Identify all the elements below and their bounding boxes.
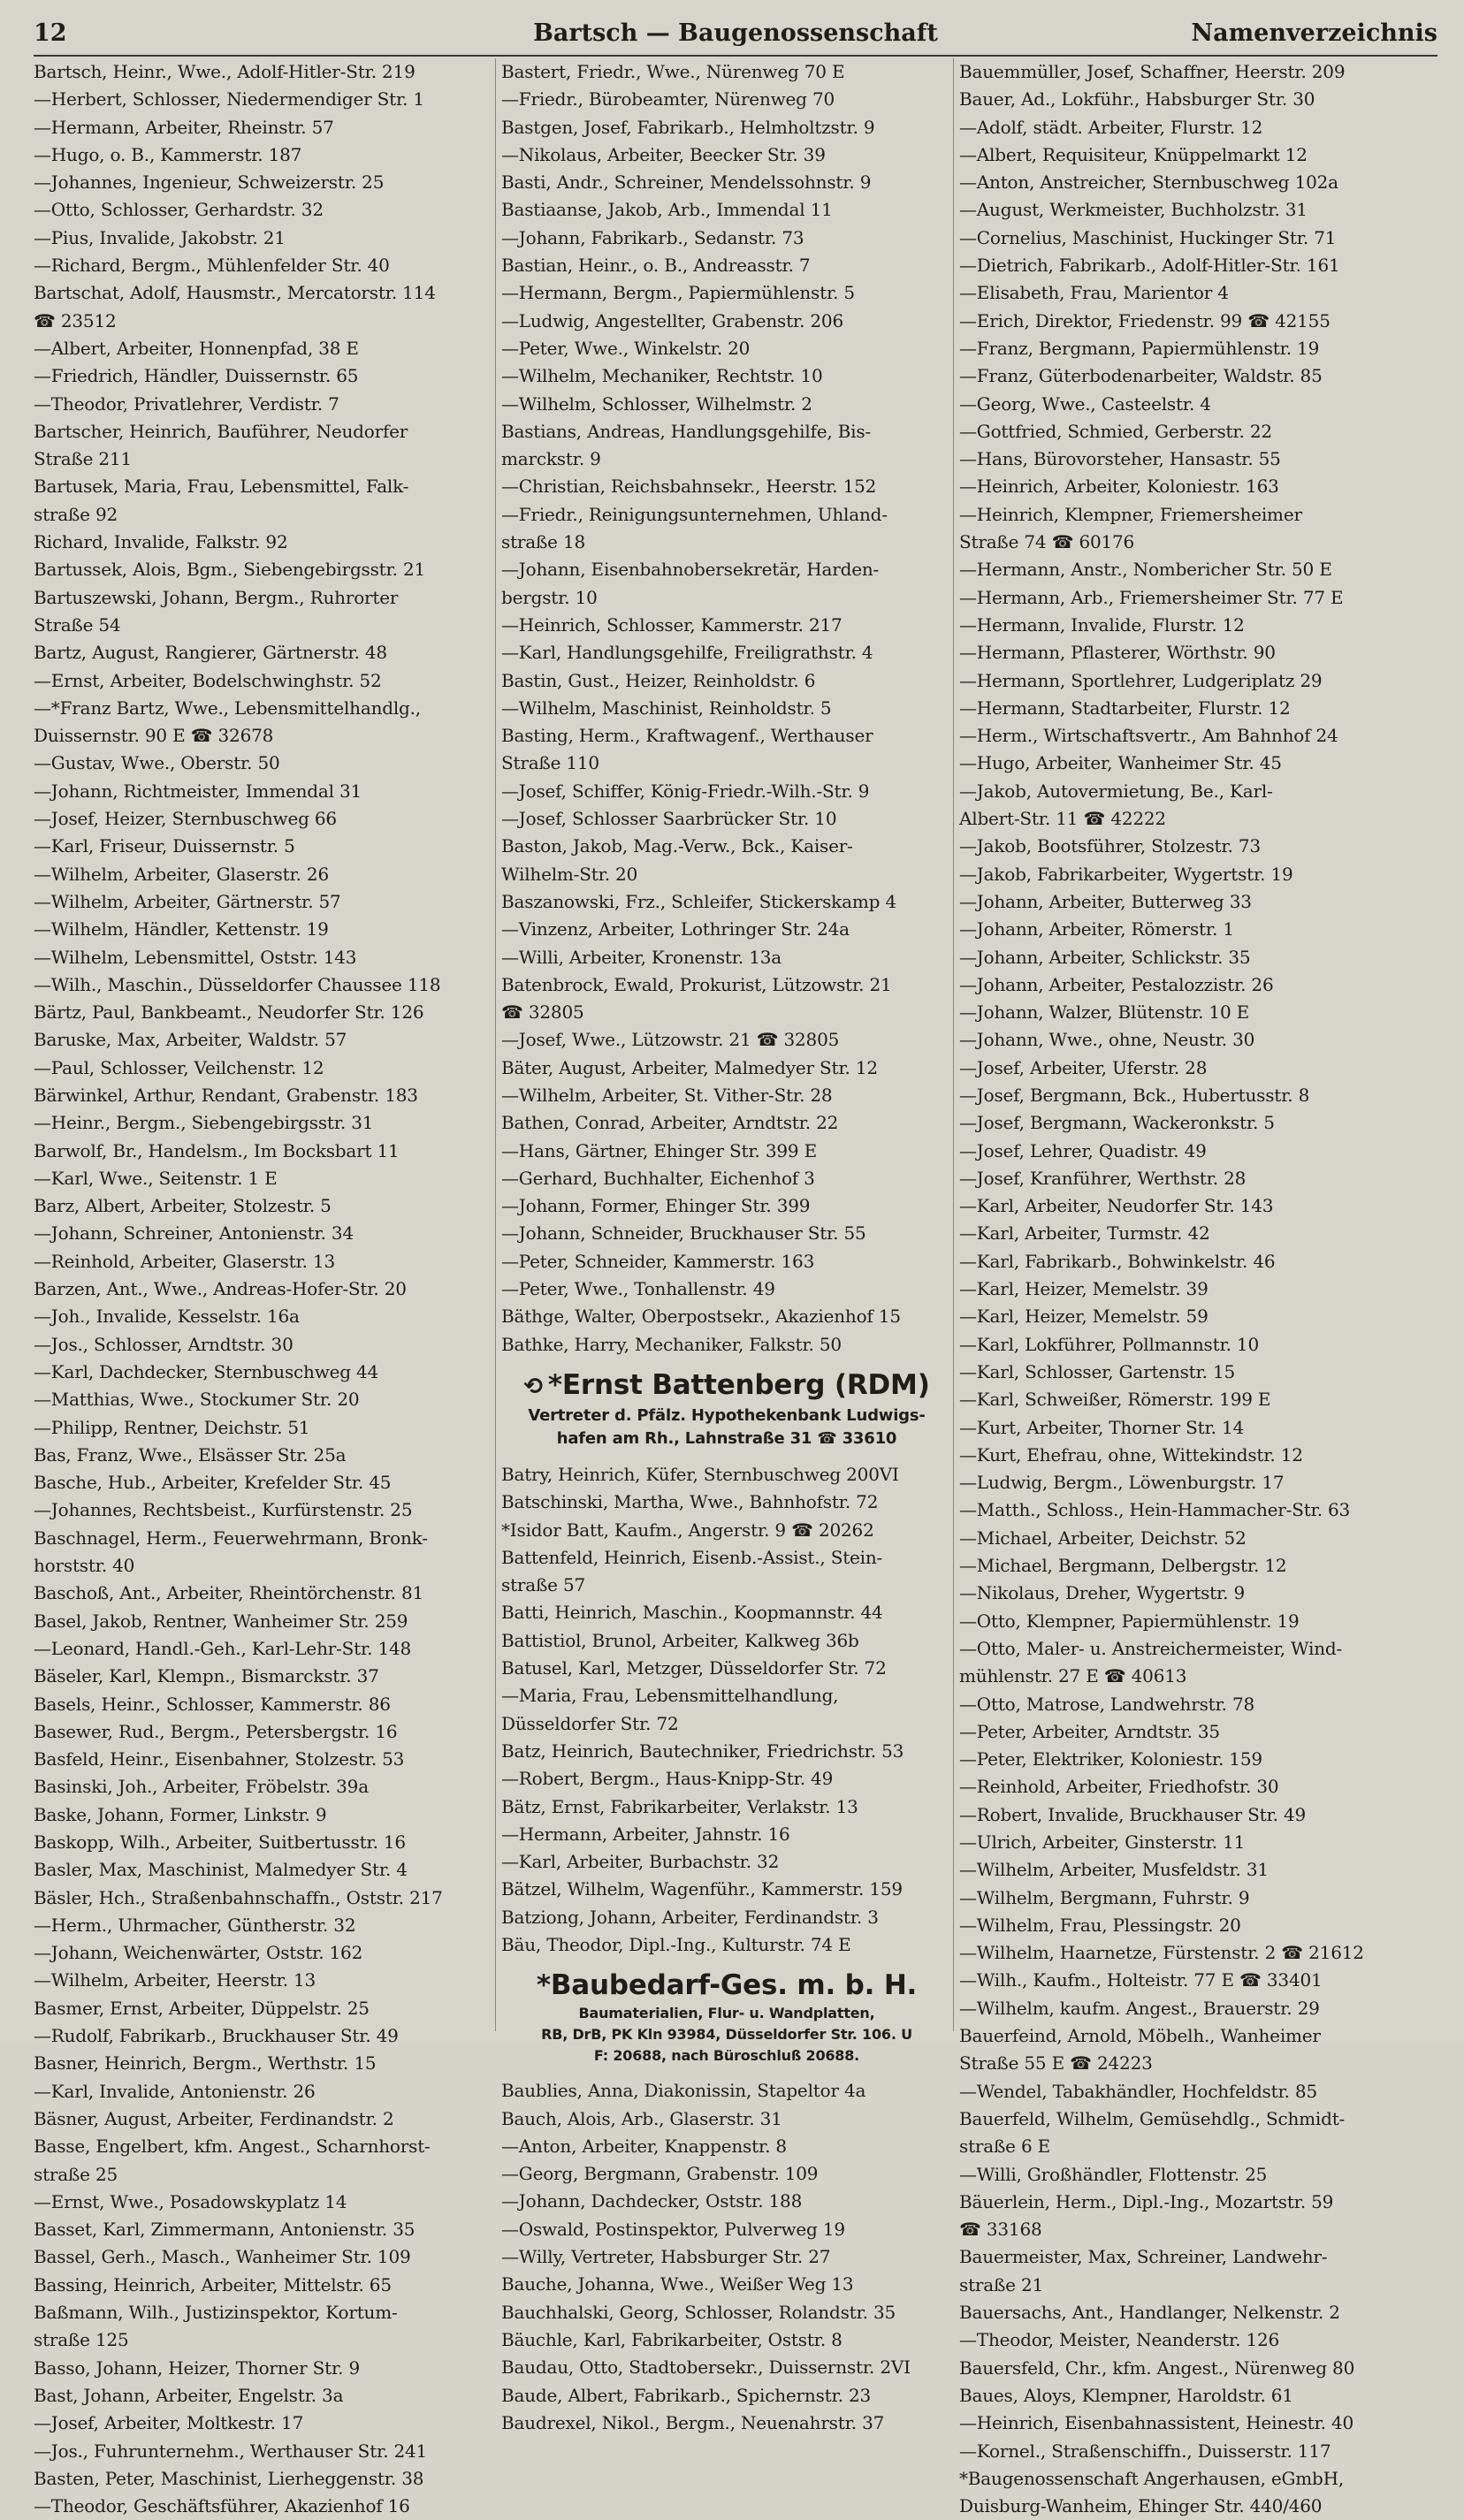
directory-entry: Bärtz, Paul, Bankbeamt., Neudorfer Str. 126 bbox=[34, 1001, 424, 1024]
directory-entry: —Friedrich, Händler, Duissernstr. 65 bbox=[34, 365, 359, 387]
directory-entry: mühlenstr. 27 E ☎ 40613 bbox=[959, 1665, 1187, 1687]
directory-entry: —Wilhelm, Schlosser, Wilhelmstr. 2 bbox=[501, 392, 812, 415]
directory-entry: —Karl, Schweißer, Römerstr. 199 E bbox=[959, 1389, 1271, 1411]
directory-entry: marckstr. 9 bbox=[501, 448, 601, 470]
directory-entry: —Kurt, Ehefrau, ohne, Wittekindstr. 12 bbox=[959, 1443, 1303, 1466]
directory-entry: Albert-Str. 11 ☎ 42222 bbox=[959, 808, 1166, 830]
directory-entry: Bäu, Theodor, Dipl.-Ing., Kulturstr. 74 E bbox=[501, 1934, 851, 1955]
directory-entry: Bäter, August, Arbeiter, Malmedyer Str. 12 bbox=[501, 1056, 878, 1078]
directory-entry: Bathen, Conrad, Arbeiter, Arndtstr. 22 bbox=[501, 1112, 839, 1134]
directory-entry: —Gustav, Wwe., Oberstr. 50 bbox=[34, 752, 280, 774]
directory-entry: straße 21 bbox=[959, 2273, 1043, 2295]
directory-entry: —Karl, Handlungsgehilfe, Freiligrathstr. 4 bbox=[501, 642, 873, 664]
directory-entry: —Herbert, Schlosser, Niedermendiger Str. 1 bbox=[34, 88, 424, 110]
directory-entry: —Karl, Heizer, Memelstr. 59 bbox=[959, 1306, 1209, 1328]
directory-entry: —Wilhelm, Arbeiter, Musfeldstr. 31 bbox=[959, 1859, 1269, 1881]
directory-entry: —Peter, Wwe., Winkelstr. 20 bbox=[501, 337, 751, 359]
directory-entry: Baszanowski, Frz., Schleifer, Stickerskamp 4 bbox=[501, 890, 896, 912]
directory-entry: —Pius, Invalide, Jakobstr. 21 bbox=[34, 226, 286, 248]
directory-entry: Barwolf, Br., Handelsm., Im Bocksbart 11 bbox=[34, 1139, 400, 1161]
directory-entry: Basse, Engelbert, kfm. Angest., Scharnhorst- bbox=[34, 2136, 431, 2158]
directory-entry: —Ludwig, Bergm., Löwenburgstr. 17 bbox=[959, 1472, 1285, 1494]
directory-entry: —Cornelius, Maschinist, Huckinger Str. 71 bbox=[959, 226, 1337, 248]
directory-entry: —Georg, Wwe., Casteelstr. 4 bbox=[959, 392, 1211, 415]
directory-entry: —Karl, Arbeiter, Burbachstr. 32 bbox=[501, 1851, 780, 1873]
directory-entry: —Maria, Frau, Lebensmittelhandlung, bbox=[501, 1685, 839, 1707]
directory-entry: —Nikolaus, Arbeiter, Beecker Str. 39 bbox=[501, 143, 826, 165]
directory-entry: —Heinrich, Arbeiter, Koloniestr. 163 bbox=[959, 476, 1279, 498]
directory-entry: —Wilhelm, Arbeiter, Gärtnerstr. 57 bbox=[34, 890, 341, 912]
directory-entry: Baublies, Anna, Diakonissin, Stapeltor 4a bbox=[501, 2080, 866, 2102]
page-title: Bartsch — Baugenossenschaft bbox=[533, 19, 938, 47]
directory-entry: —Adolf, städt. Arbeiter, Flurstr. 12 bbox=[959, 116, 1263, 138]
ad-line: F: 20688, nach Büroschluß 20688. bbox=[593, 2047, 860, 2065]
directory-entry: Bastian, Heinr., o. B., Andreasstr. 7 bbox=[501, 255, 811, 277]
directory-entry: —Herm., Uhrmacher, Güntherstr. 32 bbox=[34, 1914, 356, 1936]
directory-entry: Batz, Heinrich, Bautechniker, Friedrichstr. 53 bbox=[501, 1740, 904, 1762]
directory-entry: —Johann, Eisenbahnobersekretär, Harden- bbox=[501, 559, 880, 581]
directory-entry: —Peter, Elektriker, Koloniestr. 159 bbox=[959, 1748, 1262, 1770]
directory-entry: Baston, Jakob, Mag.-Verw., Bck., Kaiser- bbox=[501, 835, 853, 857]
directory-entry: —Hermann, Bergm., Papiermühlenstr. 5 bbox=[501, 282, 855, 304]
directory-entry: Basel, Jakob, Rentner, Wanheimer Str. 259 bbox=[34, 1610, 408, 1632]
directory-entry: —Hermann, Sportlehrer, Ludgeriplatz 29 bbox=[959, 669, 1323, 691]
directory-entry: ☎ 23512 bbox=[34, 309, 117, 331]
ad-line: Baumaterialien, Flur- u. Wandplatten, bbox=[578, 2005, 875, 2022]
directory-entry: —Karl, Arbeiter, Neudorfer Str. 143 bbox=[959, 1195, 1274, 1217]
directory-entry: Bastin, Gust., Heizer, Reinholdstr. 6 bbox=[501, 669, 816, 691]
directory-entry: —Christian, Reichsbahnsekr., Heerstr. 152 bbox=[501, 476, 877, 498]
directory-entry: —Reinhold, Arbeiter, Friedhofstr. 30 bbox=[959, 1776, 1279, 1798]
directory-entry: —Johann, Weichenwärter, Oststr. 162 bbox=[34, 1942, 363, 1964]
directory-entry: Bärwinkel, Arthur, Rendant, Grabenstr. 183 bbox=[34, 1084, 418, 1106]
directory-entry: —Josef, Wwe., Lützowstr. 21 ☎ 32805 bbox=[501, 1029, 840, 1051]
directory-entry: Bäuchle, Karl, Fabrikarbeiter, Oststr. 8 bbox=[501, 2328, 843, 2350]
directory-entry: —Johannes, Ingenieur, Schweizerstr. 25 bbox=[34, 171, 385, 194]
directory-entry: Straße 211 bbox=[34, 448, 132, 470]
directory-entry: Bathke, Harry, Mechaniker, Falkstr. 50 bbox=[501, 1333, 842, 1355]
directory-entry: —Wilhelm, Arbeiter, Heerstr. 13 bbox=[34, 1969, 316, 1991]
directory-entry: —Josef, Schiffer, König-Friedr.-Wilh.-Str. 9 bbox=[501, 780, 870, 802]
directory-entry: Baskopp, Wilh., Arbeiter, Suitbertusstr. 16 bbox=[34, 1831, 406, 1853]
advertisement-battenberg bbox=[501, 1367, 952, 1450]
directory-entry: —Otto, Maler- u. Anstreichermeister, Wind- bbox=[959, 1637, 1343, 1659]
directory-entry: —Josef, Lehrer, Quadistr. 49 bbox=[959, 1139, 1207, 1161]
directory-entry: —*Franz Bartz, Wwe., Lebensmittelhandlg., bbox=[34, 697, 421, 719]
page-number: 12 bbox=[34, 19, 67, 47]
directory-entry: Baschnagel, Herm., Feuerwehrmann, Bronk- bbox=[34, 1526, 428, 1549]
directory-entry: —Johann, Dachdecker, Oststr. 188 bbox=[501, 2190, 803, 2212]
directory-entry: —Wilhelm, Bergmann, Fuhrstr. 9 bbox=[959, 1886, 1250, 1908]
directory-entry: Bas, Franz, Wwe., Elsässer Str. 25a bbox=[34, 1443, 347, 1466]
directory-entry: —Robert, Bergm., Haus-Knipp-Str. 49 bbox=[501, 1768, 834, 1790]
directory-entry: —Willi, Großhändler, Flottenstr. 25 bbox=[959, 2163, 1268, 2185]
directory-entry: —Johann, Arbeiter, Butterweg 33 bbox=[959, 890, 1252, 912]
directory-entry: Basmer, Ernst, Arbeiter, Düppelstr. 25 bbox=[34, 1997, 370, 2019]
directory-entry: Battistiol, Brunol, Arbeiter, Kalkweg 36b bbox=[501, 1629, 859, 1651]
directory-entry: Basner, Heinrich, Bergm., Werthstr. 15 bbox=[34, 2052, 377, 2075]
directory-entry: Bäuerlein, Herm., Dipl.-Ing., Mozartstr. 59 bbox=[959, 2190, 1334, 2212]
directory-entry: —Hermann, Arb., Friemersheimer Str. 77 E bbox=[959, 586, 1344, 608]
directory-entry: —Hugo, o. B., Kammerstr. 187 bbox=[34, 143, 302, 165]
directory-entry: —Theodor, Privatlehrer, Verdistr. 7 bbox=[34, 392, 339, 415]
directory-entry: Bauermeister, Max, Schreiner, Landwehr- bbox=[959, 2246, 1328, 2268]
directory-entry: —Ulrich, Arbeiter, Ginsterstr. 11 bbox=[959, 1831, 1246, 1853]
directory-entry: —Kornel., Straßenschiffn., Duisserstr. 117 bbox=[959, 2440, 1331, 2462]
directory-entry: —Hermann, Invalide, Flurstr. 12 bbox=[959, 613, 1245, 636]
directory-entry: Barzen, Ant., Wwe., Andreas-Hofer-Str. 20 bbox=[34, 1278, 407, 1300]
directory-entry: Batenbrock, Ewald, Prokurist, Lützowstr. 21 bbox=[501, 973, 892, 995]
directory-entry: straße 57 bbox=[501, 1574, 585, 1596]
directory-entry: —Hans, Bürovorsteher, Hansastr. 55 bbox=[959, 448, 1281, 470]
directory-entry: Baßmann, Wilh., Justizinspektor, Kortum- bbox=[34, 2302, 398, 2324]
directory-entry: Bauerfeld, Wilhelm, Gemüsehdlg., Schmidt- bbox=[959, 2107, 1346, 2129]
directory-entry: Batschinski, Martha, Wwe., Bahnhofstr. 72 bbox=[501, 1491, 879, 1513]
directory-entry: —Theodor, Geschäftsführer, Akazienhof 16 bbox=[34, 2495, 410, 2517]
directory-entry: —Johannes, Rechtsbeist., Kurfürstenstr. 25 bbox=[34, 1499, 413, 1521]
directory-entry: —Willy, Vertreter, Habsburger Str. 27 bbox=[501, 2246, 831, 2268]
directory-entry: Bätz, Ernst, Fabrikarbeiter, Verlakstr. 13 bbox=[501, 1795, 858, 1817]
directory-entry: *Baugenossenschaft Angerhausen, eGmbH, bbox=[959, 2467, 1345, 2489]
directory-entry: Wilhelm-Str. 20 bbox=[501, 863, 638, 885]
ad-company-name: *Ernst Battenberg (RDM) bbox=[547, 1368, 930, 1401]
directory-entry: —Ernst, Arbeiter, Bodelschwinghstr. 52 bbox=[34, 669, 382, 691]
directory-entry: —Michael, Bergmann, Delbergstr. 12 bbox=[959, 1555, 1287, 1577]
column-2-top-entries bbox=[501, 58, 952, 1359]
directory-entry: Bassel, Gerh., Masch., Wanheimer Str. 109 bbox=[34, 2246, 411, 2268]
directory-entry: —Josef, Bergmann, Wackeronkstr. 5 bbox=[959, 1112, 1275, 1134]
directory-entry: —Rudolf, Fabrikarb., Bruckhauser Str. 49 bbox=[34, 2025, 399, 2047]
directory-entry: Bassing, Heinrich, Arbeiter, Mittelstr. 65 bbox=[34, 2273, 392, 2295]
directory-entry: Bartuszewski, Johann, Bergm., Ruhrorter bbox=[34, 586, 399, 608]
directory-entry: —Johann, Wwe., ohne, Neustr. 30 bbox=[959, 1029, 1255, 1051]
directory-entry: —Friedr., Reinigungsunternehmen, Uhland- bbox=[501, 503, 888, 525]
directory-entry: —Karl, Lokführer, Pollmannstr. 10 bbox=[959, 1333, 1259, 1355]
directory-entry: —Wilhelm, Arbeiter, St. Vither-Str. 28 bbox=[501, 1084, 833, 1106]
directory-entry: —Hermann, Arbeiter, Jahnstr. 16 bbox=[501, 1823, 790, 1845]
directory-entry: Bauchhalski, Georg, Schlosser, Rolandstr. 35 bbox=[501, 2301, 896, 2323]
directory-entry: straße 6 E bbox=[959, 2136, 1051, 2158]
directory-entry: —Wilhelm, kaufm. Angest., Brauerstr. 29 bbox=[959, 1997, 1320, 2019]
directory-entry: —Johann, Schneider, Bruckhauser Str. 55 bbox=[501, 1222, 866, 1245]
directory-entry: Bauer, Ad., Lokführ., Habsburger Str. 30 bbox=[959, 88, 1315, 110]
directory-entry: —Johann, Former, Ehinger Str. 399 bbox=[501, 1195, 811, 1217]
directory-entry: Basinski, Joh., Arbeiter, Fröbelstr. 39a bbox=[34, 1776, 369, 1798]
directory-entry: Baues, Aloys, Klempner, Haroldstr. 61 bbox=[959, 2384, 1293, 2406]
directory-entry: —Oswald, Postinspektor, Pulverweg 19 bbox=[501, 2218, 845, 2240]
directory-entry: —Gottfried, Schmied, Gerberstr. 22 bbox=[959, 420, 1272, 442]
directory-entry: —Jakob, Autovermietung, Be., Karl- bbox=[959, 780, 1273, 802]
directory-entry: —Johann, Walzer, Blütenstr. 10 E bbox=[959, 1001, 1250, 1024]
directory-entry: —Leonard, Handl.-Geh., Karl-Lehr-Str. 148 bbox=[34, 1637, 412, 1659]
directory-entry: —Hermann, Anstr., Nomberіcher Str. 50 E bbox=[959, 559, 1332, 581]
directory-entry: —Heinrich, Klempner, Friemersheimer bbox=[959, 503, 1302, 525]
directory-entry: —Ludwig, Angestellter, Grabenstr. 206 bbox=[501, 309, 843, 331]
directory-entry: Basler, Max, Maschinist, Malmedyer Str. 4 bbox=[34, 1859, 408, 1881]
directory-entry: Basche, Hub., Arbeiter, Krefelder Str. 45 bbox=[34, 1472, 392, 1494]
directory-entry: Duisburg-Wanheim, Ehinger Str. 440/460 bbox=[959, 2495, 1323, 2517]
advertisement-baubedarf bbox=[501, 1968, 952, 2067]
directory-entry: Basso, Johann, Heizer, Thorner Str. 9 bbox=[34, 2356, 360, 2379]
ad-line: RB, DrB, PK Kln 93984, Düsseldorfer Str. 106. U bbox=[541, 2026, 912, 2044]
directory-entry: —Friedr., Bürobeamter, Nürenweg 70 bbox=[501, 88, 835, 110]
directory-entry: —Erich, Direktor, Friedenstr. 99 ☎ 42155 bbox=[959, 309, 1331, 331]
directory-entry: —Wilhelm, Lebensmittel, Oststr. 143 bbox=[34, 946, 357, 968]
directory-entry: Baude, Albert, Fabrikarb., Spichernstr. 23 bbox=[501, 2384, 872, 2406]
directory-entry: Batti, Heinrich, Maschin., Koopmannstr. 44 bbox=[501, 1602, 883, 1624]
directory-entry: —Wilhelm, Arbeiter, Glaserstr. 26 bbox=[34, 863, 329, 885]
directory-entry: —Peter, Schneider, Kammerstr. 163 bbox=[501, 1250, 815, 1272]
directory-entry: *Isidor Batt, Kaufm., Angerstr. 9 ☎ 20262 bbox=[501, 1519, 874, 1541]
directory-entry: —Anton, Arbeiter, Knappenstr. 8 bbox=[501, 2135, 787, 2157]
directory-entry: straße 25 bbox=[34, 2163, 118, 2185]
directory-entry: Bartschat, Adolf, Hausmstr., Mercatorstr. 114 bbox=[34, 282, 436, 304]
directory-entry: straße 92 bbox=[34, 503, 118, 525]
directory-entry: Bastgen, Josef, Fabrikarb., Helmholtzstr. 9 bbox=[501, 116, 875, 138]
directory-entry: ☎ 32805 bbox=[501, 1001, 584, 1024]
directory-entry: —Michael, Arbeiter, Deichstr. 52 bbox=[959, 1526, 1247, 1549]
directory-entry: —Josef, Arbeiter, Uferstr. 28 bbox=[959, 1056, 1208, 1078]
directory-entry: —Matth., Schloss., Hein-Hammacher-Str. 63 bbox=[959, 1499, 1351, 1521]
directory-entry: —Wilhelm, Frau, Plessingstr. 20 bbox=[959, 1914, 1241, 1936]
directory-entry: —Kurt, Arbeiter, Thorner Str. 14 bbox=[959, 1416, 1245, 1438]
page-header bbox=[34, 16, 1437, 57]
directory-entry: Bauemmüller, Josef, Schaffner, Heerstr. 209 bbox=[959, 61, 1346, 82]
directory-entry: Bastiaanse, Jakob, Arb., Immendal 11 bbox=[501, 199, 833, 221]
directory-entry: —Wilh., Kaufm., Holteistr. 77 E ☎ 33401 bbox=[959, 1969, 1323, 1991]
directory-entry: —Otto, Matrose, Landwehrstr. 78 bbox=[959, 1693, 1254, 1715]
directory-entry: —Paul, Schlosser, Veilchenstr. 12 bbox=[34, 1056, 324, 1078]
directory-entry: —Jos., Fuhrunternehm., Werthauser Str. 241 bbox=[34, 2440, 428, 2462]
directory-entry: —Karl, Wwe., Seitenstr. 1 E bbox=[34, 1167, 278, 1189]
directory-entry: —Karl, Fabrikarb., Bohwinkelstr. 46 bbox=[959, 1250, 1276, 1272]
directory-entry: Batry, Heinrich, Küfer, Sternbuschweg 200VI bbox=[501, 1463, 899, 1485]
directory-entry: —Albert, Arbeiter, Honnenpfad, 38 E bbox=[34, 337, 359, 359]
directory-entry: Bartsch, Heinr., Wwe., Adolf-Hitler-Str. 219 bbox=[34, 61, 416, 82]
directory-entry: Straße 54 bbox=[34, 613, 121, 636]
directory-entry: horststr. 40 bbox=[34, 1555, 135, 1577]
directory-entry: —Richard, Bergm., Mühlenfelder Str. 40 bbox=[34, 255, 390, 277]
directory-entry: —Johann, Arbeiter, Pestalozzistr. 26 bbox=[959, 973, 1274, 995]
directory-entry: —Wilh., Maschin., Düsseldorfer Chaussee 118 bbox=[34, 973, 441, 995]
directory-entry: Duissernstr. 90 E ☎ 32678 bbox=[34, 725, 274, 747]
directory-entry: Baske, Johann, Former, Linkstr. 9 bbox=[34, 1803, 327, 1825]
ad-company-name: *Baubedarf-Ges. m. b. H. bbox=[536, 1969, 918, 2002]
directory-entry: —Josef, Kranführer, Werthstr. 28 bbox=[959, 1167, 1247, 1189]
directory-entry: Bastert, Friedr., Wwe., Nürenweg 70 E bbox=[501, 61, 845, 82]
directory-entry: —Ernst, Wwe., Posadowskyplatz 14 bbox=[34, 2190, 347, 2212]
directory-entry: Bastians, Andreas, Handlungsgehilfe, Bis- bbox=[501, 420, 871, 442]
column-2-middle-entries bbox=[501, 1461, 952, 1959]
directory-entry: —Karl, Schlosser, Gartenstr. 15 bbox=[959, 1360, 1236, 1382]
directory-entry: —Albert, Requisiteur, Knüppelmarkt 12 bbox=[959, 143, 1308, 165]
directory-entry: Batusel, Karl, Metzger, Düsseldorfer Str. 72 bbox=[501, 1657, 887, 1679]
directory-entry: —Karl, Dachdecker, Sternbuschweg 44 bbox=[34, 1360, 379, 1382]
directory-entry: ☎ 33168 bbox=[959, 2219, 1042, 2241]
directory-entry: Bauche, Johanna, Wwe., Weißer Weg 13 bbox=[501, 2273, 854, 2295]
directory-entry: Bauersfeld, Chr., kfm. Angest., Nürenweg 80 bbox=[959, 2356, 1355, 2379]
directory-entry: Bartussek, Alois, Bgm., Siebengebirgsstr. 21 bbox=[34, 559, 426, 581]
directory-entry: —Theodor, Meister, Neanderstr. 126 bbox=[959, 2329, 1280, 2351]
directory-entry: Straße 74 ☎ 60176 bbox=[959, 531, 1135, 553]
directory-entry: Baschoß, Ant., Arbeiter, Rheintörchenstr. 81 bbox=[34, 1582, 424, 1604]
directory-entry: Barz, Albert, Arbeiter, Stolzestr. 5 bbox=[34, 1195, 332, 1217]
directory-entry: —Philipp, Rentner, Deichstr. 51 bbox=[34, 1416, 310, 1438]
directory-entry: —Franz, Güterbodenarbeiter, Waldstr. 85 bbox=[959, 365, 1323, 387]
directory-entry: —Elisabeth, Frau, Marientor 4 bbox=[959, 282, 1229, 304]
directory-entry: Baudau, Otto, Stadtobersekr., Duissernstr. 2VI bbox=[501, 2356, 911, 2379]
directory-entry: —Jakob, Fabrikarbeiter, Wygertstr. 19 bbox=[959, 863, 1293, 885]
directory-entry: —Hermann, Pflasterer, Wörthstr. 90 bbox=[959, 642, 1276, 664]
directory-entry: —Vinzenz, Arbeiter, Lothringer Str. 24a bbox=[501, 918, 850, 940]
directory-entry: —Johann, Arbeiter, Schlickstr. 35 bbox=[959, 946, 1251, 968]
directory-entry: Battenfeld, Heinrich, Eisenb.-Assist., Stein- bbox=[501, 1546, 883, 1568]
directory-entry: —Johann, Fabrikarb., Sedanstr. 73 bbox=[501, 226, 804, 248]
directory-entry: Baruske, Max, Arbeiter, Waldstr. 57 bbox=[34, 1029, 347, 1051]
directory-entry: —Karl, Friseur, Duissernstr. 5 bbox=[34, 835, 295, 857]
directory-entry: Batziong, Johann, Arbeiter, Ferdinandstr. 3 bbox=[501, 1906, 879, 1928]
directory-entry: —Hermann, Stadtarbeiter, Flurstr. 12 bbox=[959, 697, 1291, 719]
directory-entry: Bäsner, August, Arbeiter, Ferdinandstr. 2 bbox=[34, 2107, 394, 2129]
ad-line: hafen am Rh., Lahnstraße 31 ☎ 33610 bbox=[556, 1428, 897, 1448]
directory-entry: —Willi, Arbeiter, Kronenstr. 13a bbox=[501, 946, 782, 968]
directory-entry: Baudrexel, Nikol., Bergm., Neuenahrstr. 37 bbox=[501, 2411, 885, 2433]
column-2-bottom-entries bbox=[501, 2077, 952, 2437]
directory-entry: —Karl, Heizer, Memelstr. 39 bbox=[959, 1278, 1209, 1300]
directory-entry: Bast, Johann, Arbeiter, Engelstr. 3a bbox=[34, 2384, 344, 2406]
directory-entry: —Johann, Arbeiter, Römerstr. 1 bbox=[959, 918, 1234, 940]
directory-entry: —Johann, Schreiner, Antonienstr. 34 bbox=[34, 1222, 354, 1245]
section-title: Namenverzeichnis bbox=[1191, 19, 1437, 47]
directory-entry: Basset, Karl, Zimmermann, Antonienstr. 35 bbox=[34, 2219, 416, 2241]
logo-ring-icon: ⟲ bbox=[523, 1373, 543, 1400]
directory-entry: straße 18 bbox=[501, 531, 585, 553]
directory-entry: —Josef, Bergmann, Bck., Hubertusstr. 8 bbox=[959, 1084, 1310, 1106]
directory-entry: —Franz, Bergmann, Papiermühlenstr. 19 bbox=[959, 337, 1320, 359]
directory-entry: Straße 110 bbox=[501, 752, 599, 774]
directory-entry: Bauch, Alois, Arb., Glaserstr. 31 bbox=[501, 2107, 782, 2129]
directory-entry: —Wilhelm, Maschinist, Reinholdstr. 5 bbox=[501, 697, 832, 719]
directory-entry: Basels, Heinr., Schlosser, Kammerstr. 86 bbox=[34, 1693, 391, 1715]
directory-entry: Bartusek, Maria, Frau, Lebensmittel, Falk- bbox=[34, 476, 409, 498]
directory-entry: —Karl, Arbeiter, Turmstr. 42 bbox=[959, 1222, 1210, 1245]
column-3 bbox=[953, 58, 1444, 2517]
directory-entry: Bartscher, Heinrich, Bauführer, Neudorfer bbox=[34, 420, 408, 442]
directory-entry: —Karl, Invalide, Antonienstr. 26 bbox=[34, 2080, 316, 2102]
directory-entry: bergstr. 10 bbox=[501, 586, 598, 608]
directory-entry: —Wilhelm, Haarnetze, Fürstenstr. 2 ☎ 21612 bbox=[959, 1942, 1364, 1964]
directory-entry: —Anton, Anstreicher, Sternbuschweg 102a bbox=[959, 171, 1338, 194]
directory-entry: Basten, Peter, Maschinist, Lierheggenstr. 38 bbox=[34, 2467, 424, 2489]
directory-entry: —Joh., Invalide, Kesselstr. 16a bbox=[34, 1306, 300, 1328]
column-2 bbox=[495, 58, 952, 2433]
directory-entry: —Josef, Schlosser Saarbrücker Str. 10 bbox=[501, 808, 837, 830]
column-1 bbox=[34, 58, 493, 2517]
directory-entry: —August, Werkmeister, Buchholzstr. 31 bbox=[959, 199, 1308, 221]
directory-entry: Basting, Herm., Kraftwagenf., Werthauser bbox=[501, 725, 873, 747]
directory-entry: —Jos., Schlosser, Arndtstr. 30 bbox=[34, 1333, 294, 1355]
directory-entry: —Peter, Arbeiter, Arndtstr. 35 bbox=[959, 1720, 1220, 1742]
directory-entry: Bäsler, Hch., Straßenbahnschaffn., Oststr. 217 bbox=[34, 1886, 443, 1908]
directory-entry: Bätzel, Wilhelm, Wagenführ., Kammerstr. 159 bbox=[501, 1878, 903, 1900]
directory-entry: —Wilhelm, Händler, Kettenstr. 19 bbox=[34, 918, 329, 940]
directory-entry: straße 125 bbox=[34, 2329, 129, 2351]
directory-entry: —Nikolaus, Dreher, Wygertstr. 9 bbox=[959, 1582, 1246, 1604]
directory-entry: —Heinrich, Eisenbahnassistent, Heinestr. 40 bbox=[959, 2412, 1354, 2434]
directory-entry: —Reinhold, Arbeiter, Glaserstr. 13 bbox=[34, 1250, 335, 1272]
directory-entry: —Heinrich, Schlosser, Kammerstr. 217 bbox=[501, 613, 843, 636]
directory-entry: —Matthias, Wwe., Stockumer Str. 20 bbox=[34, 1389, 360, 1411]
directory-entry: —Hans, Gärtner, Ehinger Str. 399 E bbox=[501, 1139, 817, 1161]
directory-entry: —Herm., Wirtschaftsvertr., Am Bahnhof 24 bbox=[959, 725, 1338, 747]
directory-entry: Bäthge, Walter, Oberpostsekr., Akazienhof 15 bbox=[501, 1306, 901, 1328]
directory-entry: —Hugo, Arbeiter, Wanheimer Str. 45 bbox=[959, 752, 1282, 774]
directory-entry: —Josef, Heizer, Sternbuschweg 66 bbox=[34, 808, 337, 830]
ad-line: Vertreter d. Pfälz. Hypothekenbank Ludwigs- bbox=[528, 1405, 926, 1425]
directory-entry: —Heinr., Bergm., Siebengebirgsstr. 31 bbox=[34, 1112, 374, 1134]
directory-entry: Düsseldorfer Str. 72 bbox=[501, 1712, 679, 1734]
directory-entry: —Gerhard, Buchhalter, Eichenhof 3 bbox=[501, 1167, 815, 1189]
directory-entry: Richard, Invalide, Falkstr. 92 bbox=[34, 531, 288, 553]
directory-entry: —Dietrich, Fabrikarb., Adolf-Hitler-Str. 161 bbox=[959, 255, 1340, 277]
directory-entry: Basewer, Rud., Bergm., Petersbergstr. 16 bbox=[34, 1720, 398, 1742]
directory-entry: —Peter, Wwe., Tonhallenstr. 49 bbox=[501, 1278, 775, 1300]
directory-entry: Bauersachs, Ant., Handlanger, Nelkenstr. 2 bbox=[959, 2302, 1340, 2324]
directory-entry: —Georg, Bergmann, Grabenstr. 109 bbox=[501, 2163, 819, 2185]
directory-entry: —Wilhelm, Mechaniker, Rechtstr. 10 bbox=[501, 365, 823, 387]
directory-entry: —Josef, Arbeiter, Moltkestr. 17 bbox=[34, 2412, 304, 2434]
directory-entry: Bauerfeind, Arnold, Möbelh., Wanheimer bbox=[959, 2025, 1321, 2047]
directory-entry: —Johann, Richtmeister, Immendal 31 bbox=[34, 780, 362, 802]
directory-entry: Straße 55 E ☎ 24223 bbox=[959, 2052, 1153, 2075]
directory-entry: —Wendel, Tabakhändler, Hochfeldstr. 85 bbox=[959, 2080, 1317, 2102]
directory-entry: —Robert, Invalide, Bruckhauser Str. 49 bbox=[959, 1803, 1307, 1825]
directory-entry: —Otto, Klempner, Papiermühlenstr. 19 bbox=[959, 1610, 1300, 1632]
directory-entry: —Hermann, Arbeiter, Rheinstr. 57 bbox=[34, 116, 334, 138]
directory-entry: Bäseler, Karl, Klempn., Bismarckstr. 37 bbox=[34, 1665, 379, 1687]
directory-entry: —Jakob, Bootsführer, Stolzestr. 73 bbox=[959, 835, 1261, 857]
directory-entry: Bartz, August, Rangierer, Gärtnerstr. 48 bbox=[34, 642, 387, 664]
directory-entry: Basti, Andr., Schreiner, Mendelssohnstr. 9 bbox=[501, 171, 872, 194]
directory-entry: —Otto, Schlosser, Gerhardstr. 32 bbox=[34, 199, 324, 221]
directory-entry: Basfeld, Heinr., Eisenbahner, Stolzestr. 53 bbox=[34, 1748, 405, 1770]
